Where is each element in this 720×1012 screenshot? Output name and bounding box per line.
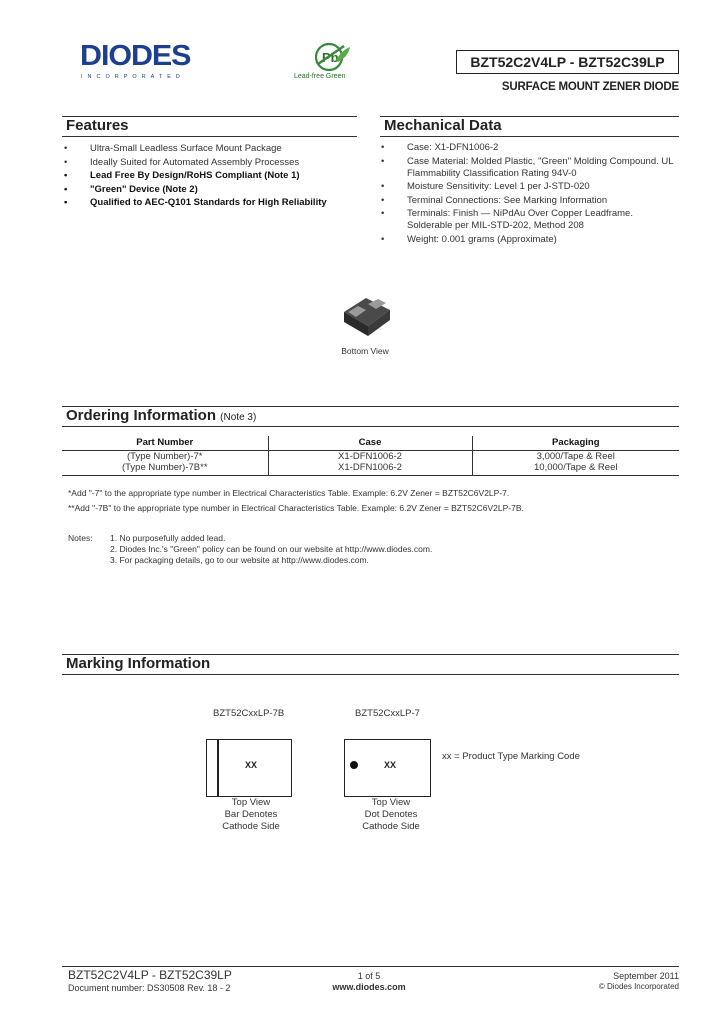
caption-line: Dot Denotes	[364, 808, 418, 820]
marking-header	[62, 654, 679, 675]
logo-subtext: INCORPORATED	[81, 74, 185, 80]
ordering-table	[62, 436, 679, 476]
note-item: 2. Diodes Inc.'s "Green" policy can be found on our website at http://www.diodes.com.	[110, 544, 433, 554]
marking-code: XX	[245, 760, 258, 770]
footer-date: September 2011	[613, 971, 679, 981]
lead-free-caption: Lead-free Green	[294, 73, 346, 80]
ordering-title: Ordering Information	[66, 407, 216, 424]
table-cell: (Type Number)-7*	[127, 450, 203, 462]
features-header	[62, 116, 357, 137]
mechanical-list	[381, 142, 681, 246]
ordering-footnote-1: *Add "-7" to the appropriate type number in Electrical Characteristics Table. Example: 6.2V Zener = BZT52C6V2LP-7.	[68, 488, 510, 498]
marking-box-7	[344, 739, 431, 797]
marking-code: XX	[384, 760, 397, 770]
note-item: 3. For packaging details, go to our website at http://www.diodes.com.	[110, 555, 369, 565]
features-list	[64, 142, 359, 210]
marking-left-caption	[206, 797, 296, 832]
table-cell: X1-DFN1006-2	[268, 462, 472, 476]
mechanical-item: • Case Material: Molded Plastic, "Green" Molding Compound. UL Flammability Classification Rating 94V-0	[381, 156, 681, 180]
logo-text: DIODES	[80, 40, 191, 72]
marking-box-7b	[206, 739, 292, 797]
column-header: Part Number	[62, 436, 268, 450]
pb-symbol: Pb	[322, 50, 339, 65]
table-cell: 10,000/Tape & Reel	[472, 462, 679, 476]
marking-legend: xx = Product Type Marking Code	[442, 751, 580, 762]
mechanical-item: • Case: X1-DFN1006-2	[381, 142, 681, 154]
mechanical-header	[380, 116, 679, 137]
marking-left-label: BZT52CxxLP-7B	[213, 708, 285, 719]
mechanical-title: Mechanical Data	[384, 117, 502, 134]
table-cell: X1-DFN1006-2	[268, 450, 472, 462]
marking-right-label: BZT52CxxLP-7	[355, 708, 420, 719]
feature-item: • "Green" Device (Note 2)	[64, 183, 359, 197]
column-header: Packaging	[472, 436, 679, 450]
part-range-title: BZT52C2V4LP - BZT52C39LP	[456, 50, 679, 74]
caption-line: Cathode Side	[222, 820, 280, 832]
bottom-view-caption: Bottom View	[341, 346, 389, 356]
table-cell: 3,000/Tape & Reel	[536, 450, 615, 462]
footer-page-number: 1 of 5	[357, 971, 381, 981]
caption-line: Top View	[231, 797, 271, 808]
footer-doc-number: Document number: DS30508 Rev. 18 - 2	[68, 983, 231, 993]
product-subtitle: SURFACE MOUNT ZENER DIODE	[501, 81, 679, 93]
note-item: 1. No purposefully added lead.	[110, 533, 226, 543]
caption-line: Cathode Side	[362, 820, 420, 832]
diodes-logo	[80, 42, 205, 80]
table-header-row	[62, 436, 679, 450]
mechanical-item: • Terminals: Finish — NiPdAu Over Copper Leadframe. Solderable per MIL-STD-202, Method 208	[381, 208, 681, 232]
table-row	[62, 462, 679, 476]
caption-line: Top View	[371, 797, 411, 808]
caption-line: Bar Denotes	[224, 808, 278, 820]
features-title: Features	[66, 117, 129, 134]
ordering-note-ref: (Note 3)	[220, 412, 257, 423]
notes-list	[110, 533, 432, 566]
ordering-footnote-2: **Add "-7B" to the appropriate type number in Electrical Characteristics Table. Example: 6.2V Zener = BZT52C6V2LP-7B.	[68, 503, 524, 513]
marking-right-caption	[346, 797, 436, 832]
ordering-header	[62, 406, 679, 427]
package-bottom-view-image	[338, 290, 394, 342]
mechanical-item: • Terminal Connections: See Marking Information	[381, 195, 681, 207]
feature-item: • Lead Free By Design/RoHS Compliant (Note 1)	[64, 169, 359, 183]
mechanical-item: • Moisture Sensitivity: Level 1 per J-STD-020	[381, 181, 681, 193]
feature-item: • Ideally Suited for Automated Assembly Processes	[64, 156, 359, 170]
footer-divider	[62, 966, 679, 967]
cathode-dot	[350, 761, 358, 769]
footer-part-range: BZT52C2V4LP - BZT52C39LP	[68, 968, 232, 982]
marking-title: Marking Information	[66, 655, 211, 672]
table-cell: (Type Number)-7B**	[62, 462, 268, 476]
table-row	[62, 450, 679, 462]
feature-item: • Ultra-Small Leadless Surface Mount Package	[64, 142, 359, 156]
column-header: Case	[268, 436, 472, 450]
cathode-bar	[217, 740, 219, 796]
footer-website-link[interactable]: www.diodes.com	[332, 982, 406, 992]
mechanical-item: • Weight: 0.001 grams (Approximate)	[381, 234, 681, 246]
feature-item: • Qualified to AEC-Q101 Standards for High Reliability	[64, 196, 359, 210]
notes-label: Notes:	[68, 533, 93, 543]
footer-copyright: © Diodes Incorporated	[598, 982, 679, 991]
